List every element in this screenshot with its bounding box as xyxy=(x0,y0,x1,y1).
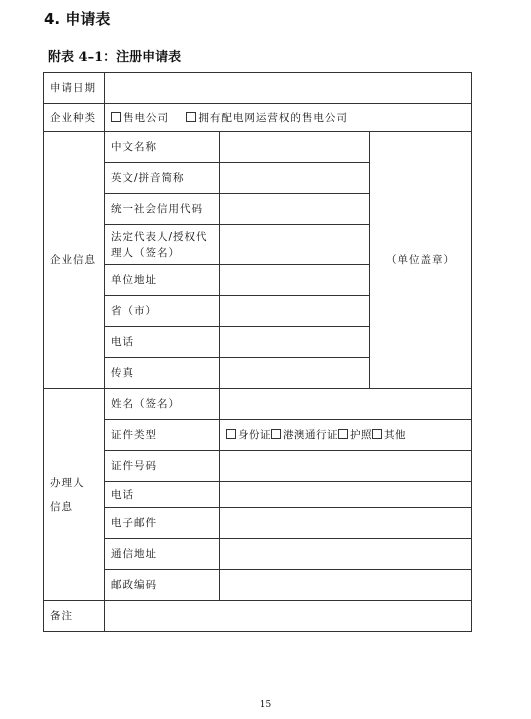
legal-rep-field[interactable] xyxy=(220,225,370,265)
option-other: 其他 xyxy=(384,429,406,441)
id-type-options xyxy=(220,420,472,451)
label-cn-name: 中文名称 xyxy=(105,132,220,163)
mail-address-field[interactable] xyxy=(220,539,472,570)
cn-name-field[interactable] xyxy=(220,132,370,163)
checkbox-passport[interactable] xyxy=(338,429,348,439)
fax-field[interactable] xyxy=(220,358,370,389)
en-name-field[interactable] xyxy=(220,163,370,194)
label-handler-info-line1: 办理人 xyxy=(50,476,85,489)
credit-code-field[interactable] xyxy=(220,194,370,225)
label-legal-rep: 法定代表人/授权代理人（签名） xyxy=(105,225,220,265)
label-mail-address: 通信地址 xyxy=(105,539,220,570)
label-fax: 传真 xyxy=(105,358,220,389)
label-company-phone: 电话 xyxy=(105,327,220,358)
option-retail-company: 售电公司 xyxy=(123,111,169,124)
row-company-type xyxy=(44,104,472,132)
row-id-type xyxy=(44,420,472,451)
label-apply-date: 申请日期 xyxy=(44,73,105,104)
row-id-number xyxy=(44,451,472,482)
row-handler-phone xyxy=(44,482,472,508)
label-company-type: 企业种类 xyxy=(44,104,105,132)
section-heading: 4. 申请表 xyxy=(44,10,111,28)
option-id-card: 身份证 xyxy=(238,429,271,441)
label-credit-code: 统一社会信用代码 xyxy=(105,194,220,225)
apply-date-field[interactable] xyxy=(105,73,472,104)
label-company-info: 企业信息 xyxy=(44,132,105,389)
seal-area: （单位盖章） xyxy=(370,132,472,389)
company-phone-field[interactable] xyxy=(220,327,370,358)
label-email: 电子邮件 xyxy=(105,508,220,539)
option-passport: 护照 xyxy=(350,429,372,441)
email-field[interactable] xyxy=(220,508,472,539)
option-distribution-retail-company: 拥有配电网运营权的售电公司 xyxy=(198,111,348,124)
label-handler-phone: 电话 xyxy=(105,482,220,508)
label-id-type: 证件类型 xyxy=(105,420,220,451)
checkbox-distribution-retail-company[interactable] xyxy=(186,112,196,122)
row-postal-code xyxy=(44,570,472,601)
registration-form-table xyxy=(43,72,472,632)
row-apply-date xyxy=(44,73,472,104)
label-id-number: 证件号码 xyxy=(105,451,220,482)
handler-name-field[interactable] xyxy=(220,389,472,420)
label-postal-code: 邮政编码 xyxy=(105,570,220,601)
checkbox-retail-company[interactable] xyxy=(111,112,121,122)
row-cn-name xyxy=(44,132,472,163)
page-number: 15 xyxy=(259,700,272,710)
checkbox-hk-macau-permit[interactable] xyxy=(271,429,281,439)
row-handler-name xyxy=(44,389,472,420)
label-remarks: 备注 xyxy=(44,601,105,632)
label-handler-info-line2: 信息 xyxy=(50,500,73,513)
checkbox-other[interactable] xyxy=(372,429,382,439)
province-field[interactable] xyxy=(220,296,370,327)
address-field[interactable] xyxy=(220,265,370,296)
label-province: 省（市） xyxy=(105,296,220,327)
postal-code-field[interactable] xyxy=(220,570,472,601)
option-hk-macau-permit: 港澳通行证 xyxy=(283,429,338,441)
row-remarks xyxy=(44,601,472,632)
row-email xyxy=(44,508,472,539)
row-mail-address xyxy=(44,539,472,570)
remarks-field[interactable] xyxy=(105,601,472,632)
company-type-options xyxy=(105,104,472,132)
id-number-field[interactable] xyxy=(220,451,472,482)
label-handler-info xyxy=(44,389,105,601)
handler-phone-field[interactable] xyxy=(220,482,472,508)
checkbox-id-card[interactable] xyxy=(226,429,236,439)
label-handler-name: 姓名（签名） xyxy=(105,389,220,420)
label-address: 单位地址 xyxy=(105,265,220,296)
label-en-name: 英文/拼音简称 xyxy=(105,163,220,194)
table-title: 附表 4–1：注册申请表 xyxy=(48,50,182,65)
